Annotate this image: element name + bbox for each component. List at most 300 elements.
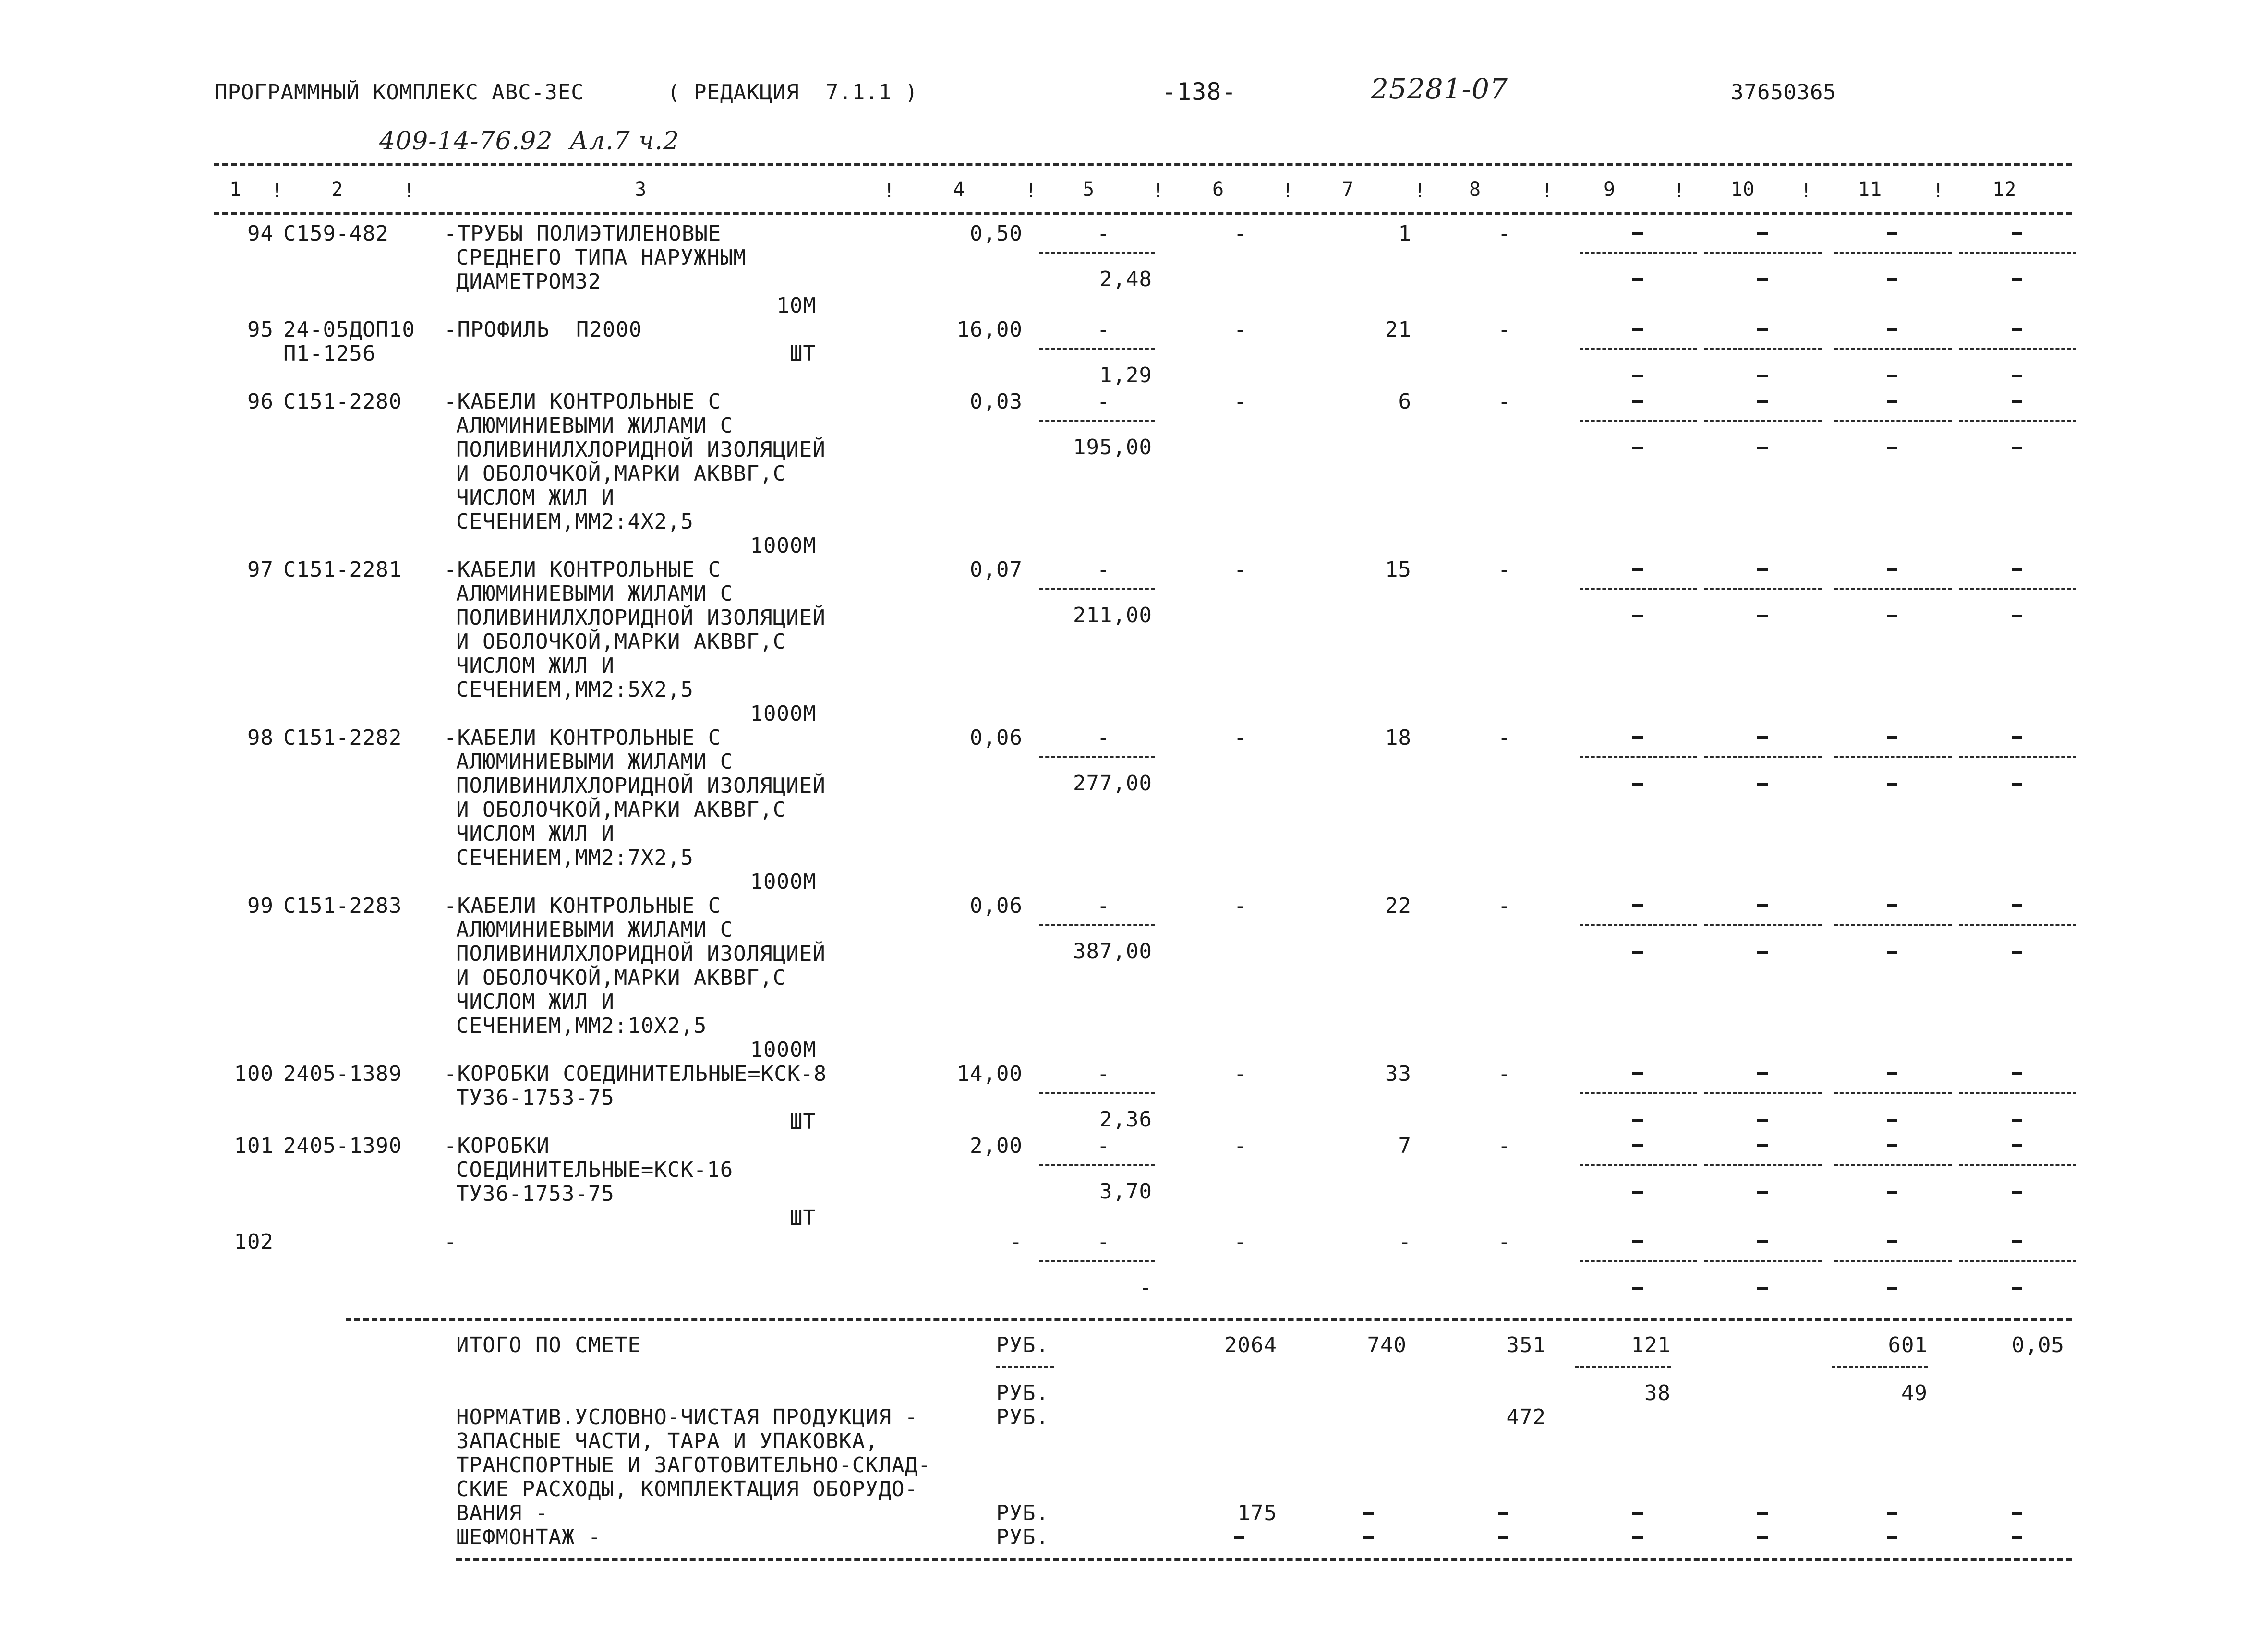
col-11-fraction-line (1834, 1260, 1952, 1262)
value-col-8: - (1498, 557, 1511, 582)
document-code: 25281-07 (1371, 73, 1508, 105)
row-number: 99 (247, 894, 274, 918)
serial-number: 37650365 (1731, 80, 1836, 105)
col-12-fraction-line (1959, 588, 2076, 590)
norm-line-6: ШЕФМОНТАЖ - (456, 1525, 602, 1549)
col-11-fraction-line (1834, 588, 1952, 590)
col-9-dash-top (1632, 1072, 1643, 1075)
value-col-6: - (1234, 894, 1247, 918)
col-11-dash-bottom (1887, 1119, 1897, 1122)
col-12-dash-top (2012, 736, 2022, 739)
value-col-8: - (1498, 221, 1511, 246)
col-11-dash-bottom (1887, 375, 1897, 377)
price-col-5-bottom: 1,29 (1099, 363, 1152, 387)
col-12-dash-bottom (2012, 278, 2022, 281)
item-description: -КАБЕЛИ КОНТРОЛЬНЫЕ С (444, 894, 722, 918)
item-description: СРЕДНЕГО ТИПА НАРУЖНЫМ (456, 245, 747, 270)
row-number: 102 (234, 1230, 274, 1254)
value-col-7: 1 (1398, 221, 1411, 246)
unit-of-measure: 1000М (750, 870, 816, 894)
col-9-dash-top (1632, 328, 1643, 331)
col-10-fraction-line (1704, 756, 1822, 758)
col-11-dash-top (1887, 568, 1897, 571)
totals-dash-mark (1498, 1512, 1508, 1515)
col-11-dash-bottom (1887, 615, 1897, 617)
value-col-6: - (1234, 1134, 1247, 1158)
col-10-dash-bottom (1757, 1191, 1768, 1194)
value-col-8: - (1498, 389, 1511, 414)
value-col-8: - (1498, 726, 1511, 750)
price-col-5-bottom: 2,48 (1099, 267, 1152, 291)
col-5-fraction-line (1039, 420, 1155, 422)
col-9-fraction-line (1580, 348, 1697, 350)
item-description: И ОБОЛОЧКОЙ,МАРКИ АКВВГ,С (456, 461, 786, 486)
col-12-dash-bottom (2012, 1191, 2022, 1194)
col-10-dash-bottom (1757, 951, 1768, 954)
price-col-5-top: - (1097, 1134, 1110, 1158)
item-description: -ТРУБЫ ПОЛИЭТИЛЕНОВЫЕ (444, 221, 722, 246)
rub2-col-9: 38 (1644, 1381, 1671, 1405)
col-9-dash-bottom (1632, 375, 1643, 377)
edition-label: ( РЕДАКЦИЯ 7.1.1 ) (667, 80, 918, 105)
col-10-fraction-line (1704, 1092, 1822, 1094)
price-col-5-top: - (1097, 317, 1110, 342)
item-description: -КОРОБКИ СОЕДИНИТЕЛЬНЫЕ=КСК-8 (444, 1062, 827, 1086)
col-12-dash-bottom (2012, 375, 2022, 377)
col-10-dash-bottom (1757, 1119, 1768, 1122)
col-10-dash-bottom (1757, 1287, 1768, 1290)
value-col-6: - (1234, 557, 1247, 582)
unit-of-measure: ШТ (790, 1110, 816, 1134)
col-10-dash-bottom (1757, 783, 1768, 786)
totals-dash-mark (1757, 1512, 1768, 1515)
item-description: ПОЛИВИНИЛХЛОРИДНОЙ ИЗОЛЯЦИЕЙ (456, 437, 826, 462)
col-10-dash-bottom (1757, 375, 1768, 377)
col-9-fraction-line (1580, 924, 1697, 926)
col-11-dash-top (1887, 232, 1897, 235)
itogo-col-8: 351 (1506, 1333, 1546, 1357)
col-11-dash-top (1887, 1144, 1897, 1147)
col-11-dash-top (1887, 1072, 1897, 1075)
col-5-fraction-line (1039, 348, 1155, 350)
item-description: -ПРОФИЛЬ П2000 (444, 317, 642, 342)
totals-dash-mark (1632, 1512, 1643, 1515)
col-3-header: 3 (635, 179, 647, 201)
item-description: ЧИСЛОМ ЖИЛ И (456, 485, 615, 510)
price-col-5-bottom: 387,00 (1073, 939, 1152, 964)
itogo-col-7: 740 (1367, 1333, 1407, 1357)
column-header-rule (214, 212, 2072, 215)
quantity-col-4: 0,50 (970, 221, 1023, 246)
value-col-7: 6 (1398, 389, 1411, 414)
value-col-7: 7 (1398, 1134, 1411, 1158)
resource-code: 2405-1390 (283, 1134, 402, 1158)
col-11-dash-top (1887, 1240, 1897, 1243)
resource-code: С151-2283 (283, 894, 402, 918)
col-separator: ! (1025, 180, 1037, 202)
price-col-5-bottom: 211,00 (1073, 603, 1152, 628)
col-10-fraction-line (1704, 420, 1822, 422)
col-9-dash-bottom (1632, 615, 1643, 617)
col-10-dash-top (1757, 232, 1768, 235)
unit-of-measure: ШТ (790, 1206, 816, 1230)
col-11-dash-top (1887, 400, 1897, 403)
item-description: АЛЮМИНИЕВЫМИ ЖИЛАМИ С (456, 750, 734, 774)
value-col-6: - (1234, 221, 1247, 246)
value-col-8: - (1498, 317, 1511, 342)
unit-of-measure: 10М (776, 293, 816, 318)
col-9-fraction-line (1580, 1260, 1697, 1262)
col-11-dash-bottom (1887, 783, 1897, 786)
totals-dash-mark (1887, 1512, 1897, 1515)
col-12-dash-top (2012, 1072, 2022, 1075)
value-col-8: - (1498, 894, 1511, 918)
col-10-fraction-line (1704, 588, 1822, 590)
col-9-dash-bottom (1632, 447, 1643, 449)
col-separator: ! (1541, 180, 1554, 202)
item-description: ЧИСЛОМ ЖИЛ И (456, 653, 615, 678)
value-col-7: 15 (1385, 557, 1411, 582)
norm-line-2: ЗАПАСНЫЕ ЧАСТИ, ТАРА И УПАКОВКА, (456, 1429, 879, 1453)
col-9-dash-bottom (1632, 1191, 1643, 1194)
totals-dash-mark (1498, 1536, 1508, 1539)
quantity-col-4: 0,07 (970, 557, 1023, 582)
price-col-5-bottom: 3,70 (1099, 1179, 1152, 1204)
col-5-fraction-line (1039, 924, 1155, 926)
price-col-5-top: - (1097, 1062, 1110, 1086)
col-12-dash-top (2012, 568, 2022, 571)
col-5-fraction-line (1039, 252, 1155, 254)
item-description: ТУ36-1753-75 (456, 1182, 615, 1206)
col-12-fraction-line (1959, 252, 2076, 254)
row-number: 98 (247, 726, 274, 750)
totals-dash-mark (1632, 1536, 1643, 1539)
col-5-fraction-line (1039, 1164, 1155, 1166)
item-description: ПОЛИВИНИЛХЛОРИДНОЙ ИЗОЛЯЦИЕЙ (456, 605, 826, 630)
price-col-5-top: - (1097, 557, 1110, 582)
col-12-dash-bottom (2012, 615, 2022, 617)
col-11-header: 11 (1858, 179, 1882, 201)
col-12-fraction-line (1959, 924, 2076, 926)
col-9-dash-top (1632, 1144, 1643, 1147)
quantity-col-4: 16,00 (956, 317, 1023, 342)
totals-dash-mark (1234, 1536, 1244, 1539)
item-description: -КОРОБКИ (444, 1134, 550, 1158)
item-description: СЕЧЕНИЕМ,ММ2:5Х2,5 (456, 677, 694, 702)
col-5-fraction-line (1039, 1092, 1155, 1094)
itogo-col-9: 121 (1631, 1333, 1671, 1357)
itogo-col-11: 601 (1888, 1333, 1928, 1357)
value-col-7: 22 (1385, 894, 1411, 918)
col-10-fraction-line (1704, 348, 1822, 350)
col-11-dash-bottom (1887, 1191, 1897, 1194)
col-10-fraction-line (1704, 1260, 1822, 1262)
col-9-fraction-line (1580, 1092, 1697, 1094)
totals-dash-mark (1887, 1536, 1897, 1539)
col-10-dash-top (1757, 328, 1768, 331)
top-rule (214, 163, 2072, 166)
col-12-fraction-line (1959, 756, 2076, 758)
quantity-col-4: 0,06 (970, 726, 1023, 750)
resource-code: 24-05ДОП10 (283, 317, 415, 342)
col-11-dash-top (1887, 736, 1897, 739)
item-description: АЛЮМИНИЕВЫМИ ЖИЛАМИ С (456, 918, 734, 942)
totals-dash-mark (1757, 1536, 1768, 1539)
value-col-6: - (1234, 1230, 1247, 1254)
norm-rub-label: РУБ. (996, 1405, 1049, 1429)
col-9-dash-top (1632, 232, 1643, 235)
row-number: 96 (247, 389, 274, 414)
col-12-dash-bottom (2012, 783, 2022, 786)
totals-dash-mark (1363, 1512, 1374, 1515)
norm-line-5: ВАНИЯ - (456, 1501, 549, 1525)
col-11-dash-top (1887, 904, 1897, 907)
value-col-8: - (1498, 1230, 1511, 1254)
col-10-fraction-line (1704, 924, 1822, 926)
item-description: СЕЧЕНИЕМ,ММ2:7Х2,5 (456, 846, 694, 870)
col-5-fraction-line (1039, 1260, 1155, 1262)
col-1-header: 1 (229, 179, 242, 201)
col-11-dash-bottom (1887, 1287, 1897, 1290)
resource-code: С151-2280 (283, 389, 402, 414)
col-11-fraction-line (1834, 1092, 1952, 1094)
norm-line-4: СКИЕ РАСХОДЫ, КОМПЛЕКТАЦИЯ ОБОРУДО- (456, 1477, 918, 1501)
col-12-dash-bottom (2012, 447, 2022, 449)
value-col-8: - (1498, 1062, 1511, 1086)
col-5-header: 5 (1083, 179, 1095, 201)
col-6-header: 6 (1212, 179, 1225, 201)
col-5-fraction-line (1039, 756, 1155, 758)
item-description: ПОЛИВИНИЛХЛОРИДНОЙ ИЗОЛЯЦИЕЙ (456, 774, 826, 798)
price-col-5-top: - (1097, 894, 1110, 918)
vania-col-6: 175 (1237, 1501, 1277, 1525)
col-10-dash-bottom (1757, 615, 1768, 617)
col-9-fraction-line (1580, 252, 1697, 254)
item-description: СОЕДИНИТЕЛЬНЫЕ=КСК-16 (456, 1158, 734, 1182)
col-11-fraction-line (1834, 252, 1952, 254)
col-11-fraction-line (1834, 1164, 1952, 1166)
col-12-dash-top (2012, 904, 2022, 907)
col-9-dash-top (1632, 736, 1643, 739)
col-10-dash-bottom (1757, 278, 1768, 281)
bottom-rule (456, 1558, 2072, 1561)
price-col-5-top: - (1097, 389, 1110, 414)
shefmontazh-rub-label: РУБ. (996, 1525, 1049, 1549)
col-10-dash-top (1757, 1240, 1768, 1243)
col-separator: ! (1414, 180, 1426, 202)
col-10-dash-top (1757, 904, 1768, 907)
col-separator: ! (1152, 180, 1165, 202)
col-9-dash-top (1632, 904, 1643, 907)
col-separator: ! (403, 180, 416, 202)
value-col-7: 33 (1385, 1062, 1411, 1086)
col-12-dash-top (2012, 1144, 2022, 1147)
value-col-8: - (1498, 1134, 1511, 1158)
item-description: АЛЮМИНИЕВЫМИ ЖИЛАМИ С (456, 581, 734, 606)
item-description: И ОБОЛОЧКОЙ,МАРКИ АКВВГ,С (456, 798, 786, 822)
quantity-col-4: - (1009, 1230, 1023, 1254)
totals-dash-mark (2012, 1512, 2022, 1515)
col-9-dash-bottom (1632, 951, 1643, 954)
row-number: 95 (247, 317, 274, 342)
col-9-dash-bottom (1632, 278, 1643, 281)
col-12-fraction-line (1959, 1164, 2076, 1166)
norm-line-3: ТРАНСПОРТНЫЕ И ЗАГОТОВИТЕЛЬНО-СКЛАД- (456, 1453, 931, 1477)
page-number: -138- (1162, 78, 1237, 106)
col-9-fraction-line (1580, 756, 1697, 758)
col-10-dash-top (1757, 1072, 1768, 1075)
col-7-header: 7 (1342, 179, 1354, 201)
col-12-fraction-line (1959, 1260, 2076, 1262)
value-col-6: - (1234, 317, 1247, 342)
row-number: 101 (234, 1134, 274, 1158)
col-9-fraction-line (1580, 1164, 1697, 1166)
quantity-col-4: 2,00 (970, 1134, 1023, 1158)
col-10-dash-top (1757, 736, 1768, 739)
col-4-header: 4 (953, 179, 965, 201)
totals-dash-mark (2012, 1536, 2022, 1539)
norm-col-8: 472 (1506, 1405, 1546, 1429)
col-separator: ! (883, 180, 896, 202)
rub-label-2: РУБ. (996, 1381, 1049, 1405)
item-description: АЛЮМИНИЕВЫМИ ЖИЛАМИ С (456, 413, 734, 438)
col-12-fraction-line (1959, 1092, 2076, 1094)
unit-of-measure: 1000М (750, 702, 816, 726)
item-description: ДИАМЕТРОМ32 (456, 269, 602, 294)
col-8-header: 8 (1469, 179, 1482, 201)
resource-code: 2405-1389 (283, 1062, 402, 1086)
item-description: СЕЧЕНИЕМ,ММ2:10Х2,5 (456, 1014, 707, 1038)
col-separator: ! (1800, 180, 1813, 202)
item-description: -КАБЕЛИ КОНТРОЛЬНЫЕ С (444, 726, 722, 750)
row-number: 100 (234, 1062, 274, 1086)
itogo-col-12: 0,05 (2012, 1333, 2064, 1357)
col-separator: ! (1282, 180, 1294, 202)
price-col-5-bottom: 277,00 (1073, 771, 1152, 796)
col-11-fraction-line (1834, 924, 1952, 926)
itogo-col-6: 2064 (1224, 1333, 1277, 1357)
col-11-dash-bottom (1887, 447, 1897, 449)
price-col-5-top: - (1097, 726, 1110, 750)
value-col-7: 18 (1385, 726, 1411, 750)
col-12-dash-bottom (2012, 1287, 2022, 1290)
price-col-5-bottom: 2,36 (1099, 1107, 1152, 1132)
album-reference: 409-14-76.92 Ал.7 ч.2 (379, 127, 680, 156)
itogo-rub-label: РУБ. (996, 1333, 1049, 1357)
col-11-fraction-line (1834, 348, 1952, 350)
col-9-fraction-line (1580, 420, 1697, 422)
col-11-fraction-line (1834, 756, 1952, 758)
col-9-dash-top (1632, 400, 1643, 403)
item-description: И ОБОЛОЧКОЙ,МАРКИ АКВВГ,С (456, 966, 786, 990)
item-description: И ОБОЛОЧКОЙ,МАРКИ АКВВГ,С (456, 629, 786, 654)
col-12-dash-bottom (2012, 1119, 2022, 1122)
resource-code: С151-2281 (283, 557, 402, 582)
col-9-dash-top (1632, 1240, 1643, 1243)
resource-code: П1-1256 (283, 341, 376, 366)
value-col-6: - (1234, 1062, 1247, 1086)
row-number: 97 (247, 557, 274, 582)
item-description: СЕЧЕНИЕМ,ММ2:4Х2,5 (456, 509, 694, 534)
quantity-col-4: 0,03 (970, 389, 1023, 414)
price-col-5-bottom: - (1139, 1275, 1152, 1300)
quantity-col-4: 0,06 (970, 894, 1023, 918)
price-col-5-top: - (1097, 1230, 1110, 1254)
col-12-fraction-line (1959, 420, 2076, 422)
col-12-dash-top (2012, 328, 2022, 331)
col-9-dash-bottom (1632, 1119, 1643, 1122)
col-separator: ! (271, 180, 284, 202)
col-12-dash-top (2012, 1240, 2022, 1243)
unit-of-measure: 1000М (750, 1038, 816, 1062)
item-description: ЧИСЛОМ ЖИЛ И (456, 822, 615, 846)
col-10-dash-top (1757, 568, 1768, 571)
col-11-dash-bottom (1887, 951, 1897, 954)
col-10-dash-top (1757, 1144, 1768, 1147)
itogo-underline-9 (1575, 1366, 1671, 1368)
itogo-label: ИТОГО ПО СМЕТЕ (456, 1333, 641, 1357)
vania-rub-label: РУБ. (996, 1501, 1049, 1525)
totals-dash-mark (1363, 1536, 1374, 1539)
itogo-underline-11 (1832, 1366, 1928, 1368)
col-12-header: 12 (1992, 179, 2017, 201)
col-10-fraction-line (1704, 1164, 1822, 1166)
col-9-dash-bottom (1632, 1287, 1643, 1290)
col-12-dash-top (2012, 232, 2022, 235)
norm-line-1: НОРМАТИВ.УСЛОВНО-ЧИСТАЯ ПРОДУКЦИЯ - (456, 1405, 918, 1429)
value-col-7: 21 (1385, 317, 1411, 342)
quantity-col-4: 14,00 (956, 1062, 1023, 1086)
program-title: ПРОГРАММНЫЙ КОМПЛЕКС АВС-3ЕС (215, 80, 584, 105)
col-12-fraction-line (1959, 348, 2076, 350)
col-12-dash-top (2012, 400, 2022, 403)
totals-rule (346, 1318, 2072, 1321)
item-description: - (444, 1230, 458, 1254)
item-description: ЧИСЛОМ ЖИЛ И (456, 990, 615, 1014)
row-number: 94 (247, 221, 274, 246)
col-10-header: 10 (1731, 179, 1755, 201)
col-10-fraction-line (1704, 252, 1822, 254)
price-col-5-top: - (1097, 221, 1110, 246)
col-10-dash-bottom (1757, 447, 1768, 449)
unit-of-measure: 1000М (750, 533, 816, 558)
col-9-header: 9 (1604, 179, 1616, 201)
item-description: ПОЛИВИНИЛХЛОРИДНОЙ ИЗОЛЯЦИЕЙ (456, 942, 826, 966)
col-11-fraction-line (1834, 420, 1952, 422)
col-separator: ! (1932, 180, 1945, 202)
item-description: -КАБЕЛИ КОНТРОЛЬНЫЕ С (444, 389, 722, 414)
col-10-dash-top (1757, 400, 1768, 403)
col-5-fraction-line (1039, 588, 1155, 590)
unit-of-measure: ШТ (790, 341, 816, 366)
col-9-dash-bottom (1632, 783, 1643, 786)
col-9-dash-top (1632, 568, 1643, 571)
price-col-5-bottom: 195,00 (1073, 435, 1152, 460)
itogo-rub-underline (996, 1366, 1054, 1368)
item-description: ТУ36-1753-75 (456, 1086, 615, 1110)
col-12-dash-bottom (2012, 951, 2022, 954)
col-separator: ! (1673, 180, 1686, 202)
value-col-7: - (1398, 1230, 1411, 1254)
col-11-dash-bottom (1887, 278, 1897, 281)
item-description: -КАБЕЛИ КОНТРОЛЬНЫЕ С (444, 557, 722, 582)
rub2-col-11: 49 (1901, 1381, 1928, 1405)
col-2-header: 2 (331, 179, 344, 201)
resource-code: С159-482 (283, 221, 389, 246)
resource-code: С151-2282 (283, 726, 402, 750)
value-col-6: - (1234, 389, 1247, 414)
col-11-dash-top (1887, 328, 1897, 331)
